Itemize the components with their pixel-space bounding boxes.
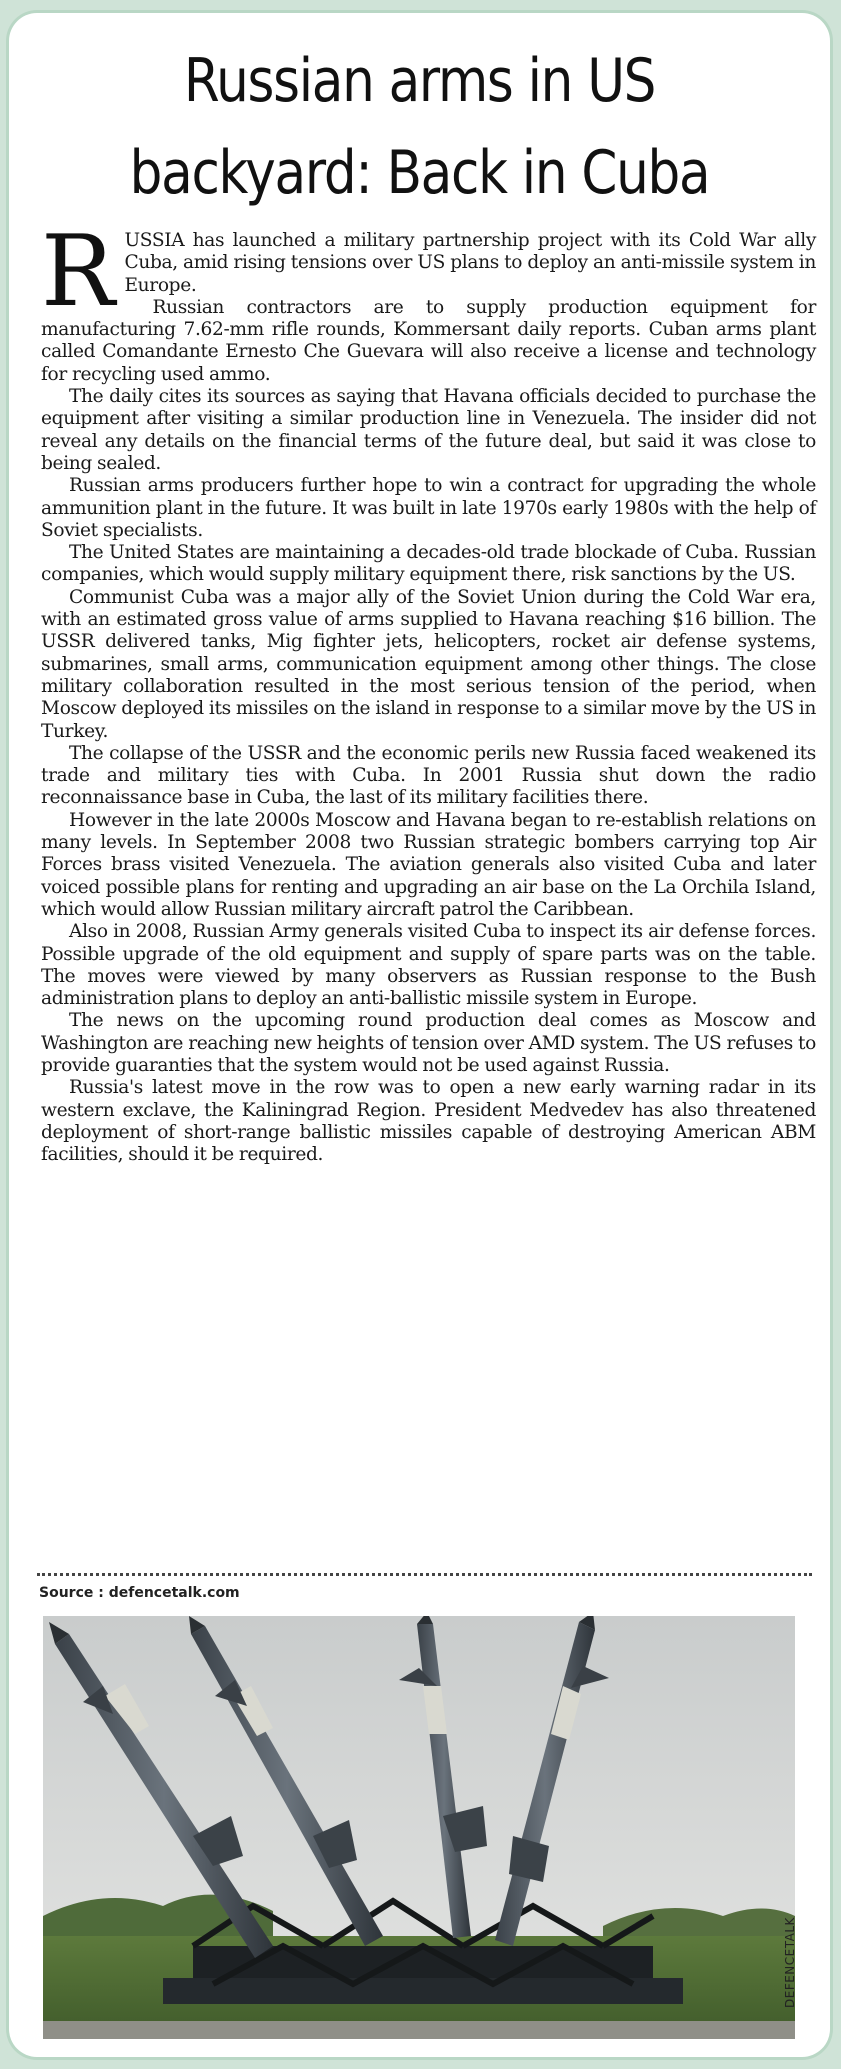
photo-credit: DEFENCETALK: [783, 1917, 797, 2008]
missile-launcher-photo: [43, 1616, 795, 2039]
drop-cap: R: [41, 215, 115, 329]
paragraph-7: The collapse of the USSR and the economic perils new Russia faced weakened its trade and military ties with Cuba. In 2001 Russia shut down the radio reconnaissance base in Cuba, the last of its military facilities there.: [41, 742, 816, 809]
article-body: [41, 215, 816, 1166]
paragraph-6: Communist Cuba was a major ally of the Soviet Union during the Cold War era, with an estimated gross value of arms supplied to Havana reaching $16 billion. The USSR delivered tanks, Mig fighter jets, helicopters, rocket air defense systems, submarines, small arms, communication equipment among other things. The close military collaboration resulted in the most serious tension of the period, when Moscow deployed its missiles on the island in response to a similar move by the US in Turkey.: [41, 586, 816, 742]
paragraph-9: Also in 2008, Russian Army generals visited Cuba to inspect its air defense forces. Possible upgrade of the old equipment and supply of spare parts was on the table. The moves were viewed by many observers as Russian response to the Bush administration plans to deploy an anti-ballistic missile system in Europe.: [41, 921, 816, 1010]
paragraph-8: However in the late 2000s Moscow and Havana began to re-establish relations on many levels. In September 2008 two Russian strategic bombers carrying top Air Forces brass visited Venezuela. The aviation generals also visited Cuba and later voiced possible plans for renting and upgrading an air base on the La Orchila Island, which would allow Russian military aircraft patrol the Caribbean.: [41, 809, 816, 920]
headline-line-2: backyard: Back in Cuba: [129, 138, 710, 208]
paragraph-1-text: USSIA has launched a military partnership project with its Cold War ally Cuba, amid rising tensions over US plans to deploy an anti-missile system in Europe.: [124, 230, 816, 296]
headline: [84, 35, 756, 219]
paragraph-4: Russian arms producers further hope to win a contract for upgrading the whole ammunition plant in the future. It was built in late 1970s early 1980s with the help of Soviet specialists.: [41, 475, 816, 541]
source-line: Source : defencetalk.com: [39, 1585, 240, 1601]
article-card: [9, 13, 830, 2057]
paragraph-5: The United States are maintaining a decades-old trade blockade of Cuba. Russian companies, which would supply military equipment there, risk sanctions by the US.: [41, 542, 816, 586]
dotted-divider: [37, 1573, 812, 1576]
paragraph-2: Russian contractors are to supply production equipment for manufacturing 7.62-mm rifle rounds, Kommersant daily reports. Cuban arms plant called Comandante Ernesto Che Guevara will also receive a license and technology for recycling used ammo.: [41, 296, 816, 385]
paragraph-1: [41, 215, 816, 329]
headline-line-1: Russian arms in US: [183, 46, 656, 116]
paragraph-3: The daily cites its sources as saying that Havana officials decided to purchase the equipment after visiting a similar production line in Venezuela. The insider did not reveal any details on the financial terms of the future deal, but said it was close to being sealed.: [41, 386, 816, 474]
paragraph-11: Russia's latest move in the row was to open a new early warning radar in its western exclave, the Kaliningrad Region. President Medvedev has also threatened deployment of short-range ballistic missiles capable of destroying American ABM facilities, should it be required.: [41, 1077, 816, 1166]
paragraph-10: The news on the upcoming round production deal comes as Moscow and Washington are reaching new heights of tension over AMD system. The US refuses to provide guaranties that the system would not be used against Russia.: [41, 1010, 816, 1076]
